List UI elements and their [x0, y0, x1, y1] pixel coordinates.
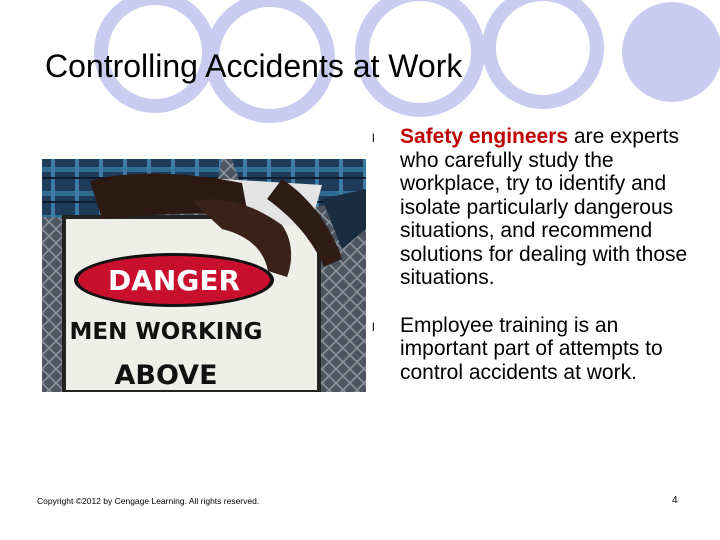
- sign-line-3-text: ABOVE: [114, 360, 218, 391]
- bullet-list: [372, 125, 692, 384]
- sign-line-2-text: MEN WORKING: [69, 319, 263, 345]
- sign-danger-text: DANGER: [107, 264, 241, 297]
- bullet-marker-icon: l: [372, 319, 375, 334]
- bullet-item-safety-engineers: [372, 125, 692, 290]
- bullet-item-employee-training: [372, 314, 692, 385]
- danger-sign-photo: [42, 159, 366, 392]
- page-number: 4: [672, 495, 678, 506]
- slide-title: Controlling Accidents at Work: [45, 48, 463, 84]
- highlight-term: Safety engineers: [400, 125, 569, 148]
- bullet-text: are experts who carefully study the workplace, try to identify and isolate particularly dangerous situations, and recommend solutions for dealing with those situations.: [400, 125, 688, 289]
- bullet-text: Employee training is an important part of attempts to control accidents at work.: [400, 313, 663, 384]
- footer-copyright: Copyright ©2012 by Cengage Learning. All rights reserved.: [37, 496, 260, 506]
- bullet-marker-icon: l: [372, 131, 375, 145]
